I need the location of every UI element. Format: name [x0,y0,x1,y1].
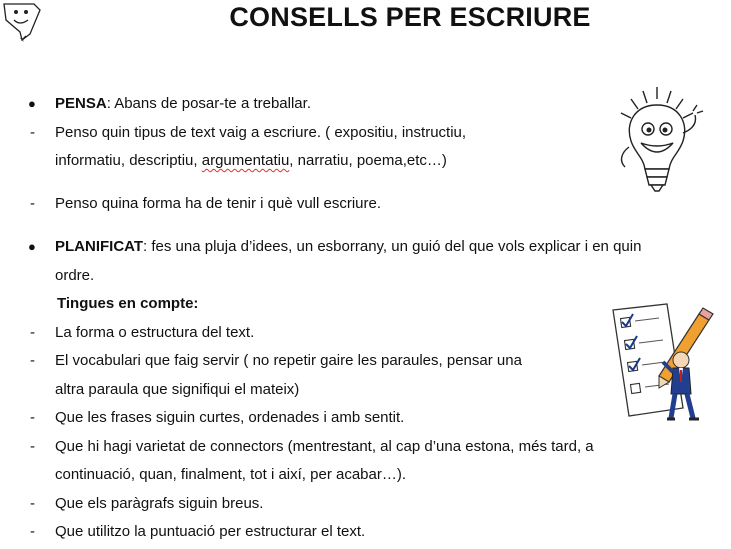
section-pensa-text: : Abans de posar-te a treballar. [106,95,311,112]
pensa-item-1-line-1: Penso quin tipus de text vaig a escriure. ( expositiu, instructiu, [55,124,467,141]
section-planificat-heading: PLANIFICAT [55,238,144,255]
bullet-dot: ● [28,96,36,111]
dash-marker: - [30,195,35,212]
checklist-pencil-character-icon [603,302,717,424]
planificat-item-1: La forma o estructura del text. [55,324,255,341]
dash-marker: - [30,352,35,369]
planificat-item-6: Que utilitzo la puntuació per estructurar el text. [55,523,366,540]
dash-marker: - [30,124,35,141]
section-planificat-text: : fes una pluja d’idees, un esborrany, un guió del que vols explicar i en quin [143,238,642,255]
pensa-item-1-line-2-b: , narratiu, poema,etc…) [289,152,447,169]
planificat-line-2: ordre. [55,267,95,284]
section-pensa-bullet [55,94,311,114]
dash-marker: - [30,324,35,341]
planificat-item-4-line-1: Que hi hagi varietat de connectors (mentrestant, al cap d’una estona, més tard, a [55,438,594,455]
planificat-item-5: Que els paràgrafs siguin breus. [55,495,264,512]
section-pensa-heading: PENSA [55,95,107,112]
dash-marker: - [30,495,35,512]
planificat-item-2-line-1: El vocabulari que faig servir ( no repetir gaire les paraules, pensar una [55,352,522,369]
planificat-item-3: Que les frases siguin curtes, ordenades i amb sentit. [55,409,405,426]
planificat-item-2-line-2: altra paraula que signifiqui el mateix) [55,381,300,398]
dash-marker: - [30,409,35,426]
pensa-item-2: Penso quina forma ha de tenir i què vull escriure. [55,195,382,212]
dash-marker: - [30,438,35,455]
dash-marker: - [30,523,35,540]
page-title: CONSELLS PER ESCRIURE [229,2,591,32]
lightbulb-character-icon [607,83,709,201]
pensa-item-1-line-2 [55,151,447,171]
section-planificat-bullet [55,237,641,257]
pensa-item-1-line-2-a: informatiu, descriptiu, [55,152,202,169]
subheading-tingues: Tingues en compte: [57,295,199,312]
planificat-item-4-line-2: continuació, quan, finalment, tot i així, per acabar…). [55,466,407,483]
misspelled-word: argumentatiu [201,152,290,169]
bullet-dot: ● [28,239,36,254]
